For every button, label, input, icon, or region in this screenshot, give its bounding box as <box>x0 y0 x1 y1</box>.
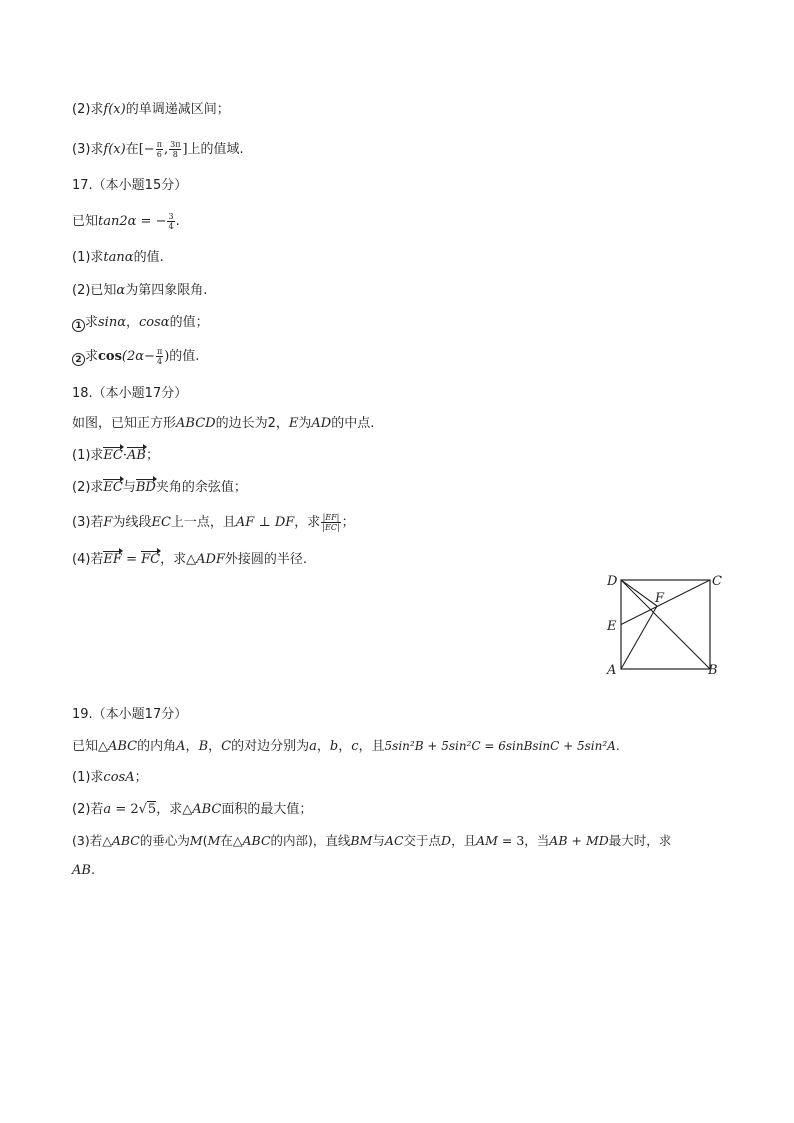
label-b: B <box>708 663 718 678</box>
segment-df <box>621 580 657 606</box>
q19-part2: (2)若a = 2√5，求△ABC面积的最大值； <box>72 802 313 817</box>
q17-part2: (2)已知α为第四象限角. <box>72 283 208 298</box>
q18-part3: (3)若F为线段EC上一点，且AF ⊥ DF，求 $\frac{|EF|}{|EC|}$ ； <box>72 513 355 532</box>
q18-part2: (2)求EC与BD夹角的余弦值； <box>72 480 247 495</box>
q19-part3-continuation: AB. <box>72 863 96 878</box>
q18-title: 18.（本小题17分） <box>72 386 188 401</box>
label-c: C <box>712 574 722 589</box>
circled-number-1: 1 <box>72 319 85 332</box>
q16-part2: (2)求f(x)的单调递减区间； <box>72 102 230 117</box>
q18-part1: (1)求EC·AB； <box>72 448 159 463</box>
label-a: A <box>607 663 617 678</box>
label-d: D <box>607 574 618 589</box>
q19-title: 19.（本小题17分） <box>72 707 188 722</box>
q16-part3: (3)求f(x)在[− $\frac{\pi}{6}$ , $\frac{3\pi}{8}$ ]上的值域. <box>72 140 244 159</box>
q19-part1: (1)求cosA； <box>72 770 148 785</box>
interval-right-fraction: $\frac{3\pi}{8}$ <box>170 140 181 159</box>
q17-title: 17.（本小题15分） <box>72 178 188 193</box>
circled-number-2: 2 <box>72 353 85 366</box>
q17-part1: (1)求tanα的值. <box>72 250 164 265</box>
q18-part4: (4)若EF = FC，求△ADF外接圆的半径. <box>72 552 308 567</box>
q17-given: 已知tan2α = − $\frac{3}{4}$ . <box>72 212 180 231</box>
q17-part2-sub2: 2 求cos(2α− $\frac{\pi}{4}$ )的值. <box>72 347 199 367</box>
diagonal-db <box>621 580 710 669</box>
square-abcd-figure <box>600 568 730 680</box>
q18-given: 如图，已知正方形ABCD的边长为2，E为AD的中点. <box>72 416 375 431</box>
label-e: E <box>607 619 617 634</box>
q19-given: 已知△ABC的内角A，B，C的对边分别为a，b，c，且5sin²B + 5sin²C = 6sinBsinC + 5sin²A. <box>72 739 620 754</box>
interval-left-fraction: $\frac{\pi}{6}$ <box>156 140 162 159</box>
segment-ec <box>621 580 710 625</box>
label-f: F <box>655 591 665 606</box>
q19-part3: (3)若△ABC的垂心为M(M在△ABC的内部)，直线BM与AC交于点D，且AM = 3，当AB + MD最大时，求 <box>72 833 672 848</box>
q17-part2-sub1: 1 求sinα，cosα的值； <box>72 313 209 333</box>
